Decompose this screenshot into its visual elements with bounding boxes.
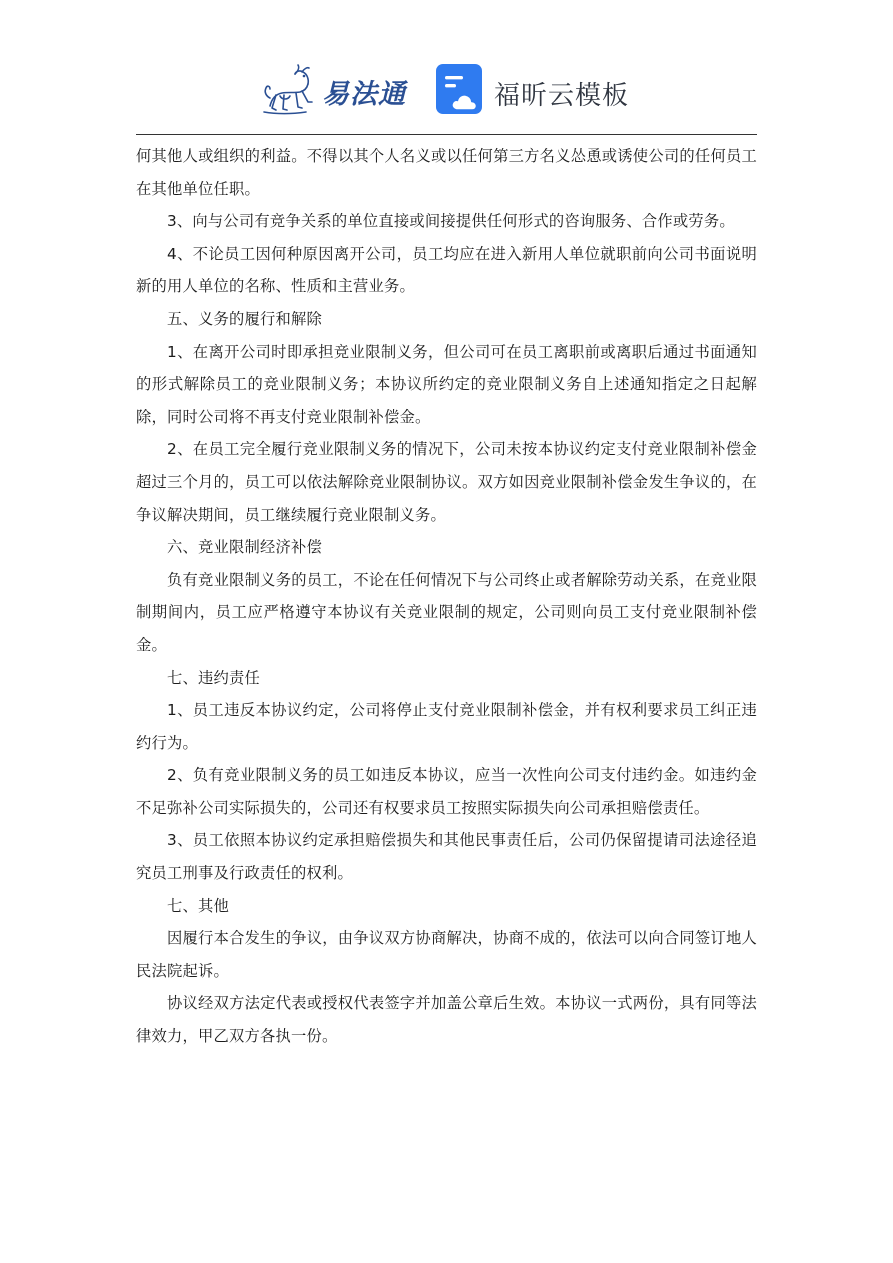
paragraph-clause-4-3: 3、向与公司有竞争关系的单位直接或间接提供任何形式的咨询服务、合作或劳务。 [167,212,735,231]
fuxin-brand-name: 福昕云模板 [494,81,630,111]
paragraph-section-6: 负有竞业限制义务的员工，不论在任何情况下与公司终止或者解除劳动关系，在竞业限制期间内，员工应严格遵守本协议有关竞业限制的规定，公司则向员工支付竞业限制补偿金。 [136,570,757,654]
paragraph-continuation: 何其他人或组织的利益。不得以其个人名义或以任何第三方名义怂恿或诱使公司的任何员工在其他单位任职。 [136,147,757,198]
header-divider [136,134,757,135]
section-heading-7: 七、违约责任 [167,668,260,687]
paragraph-dispute: 因履行本合发生的争议，由争议双方协商解决，协商不成的，依法可以向合同签订地人民法院起诉。 [136,929,757,980]
paragraph-clause-7-3: 3、员工依照本协议约定承担赔偿损失和其他民事责任后，公司仍保留提请司法途径追究员工刑事及行政责任的权利。 [136,831,757,883]
section-heading-other: 七、其他 [167,896,229,915]
page-header [0,58,893,124]
cloud-document-icon [436,64,486,116]
paragraph-clause-7-2: 2、负有竞业限制义务的员工如违反本协议，应当一次性向公司支付违约金。如违约金不足弥补公司实际损失的，公司还有权要求员工按照实际损失向公司承担赔偿责任。 [136,766,757,817]
document-body [136,140,757,1053]
paragraph-clause-4-4: 4、不论员工因何种原因离开公司，员工均应在进入新用人单位就职前向公司书面说明新的用人单位的名称、性质和主营业务。 [136,244,757,296]
qilin-mascot-icon [262,62,320,118]
paragraph-clause-7-1: 1、员工违反本协议约定，公司将停止支付竞业限制补偿金，并有权利要求员工纠正违约行为。 [136,701,757,752]
paragraph-clause-5-1: 1、在离开公司时即承担竞业限制义务，但公司可在员工离职前或离职后通过书面通知的形式解除员工的竞业限制义务；本协议所约定的竞业限制义务自上述通知指定之日起解除，同时公司将不再支付竞业限制补偿金。 [136,342,757,426]
paragraph-clause-5-2: 2、在员工完全履行竞业限制义务的情况下，公司未按本协议约定支付竞业限制补偿金超过三个月的，员工可以依法解除竞业限制协议。双方如因竞业限制补偿金发生争议的，在争议解决期间，员工继续履行竞业限制义务。 [136,440,757,524]
yifatong-logo [262,62,414,118]
yifatong-brand-name: 易法通 [322,79,406,110]
fuxin-template-logo [436,64,636,120]
paragraph-effectiveness: 协议经双方法定代表或授权代表签字并加盖公章后生效。本协议一式两份，具有同等法律效力，甲乙双方各执一份。 [136,994,757,1046]
section-heading-6: 六、竞业限制经济补偿 [167,538,322,557]
section-heading-5: 五、义务的履行和解除 [167,309,322,328]
